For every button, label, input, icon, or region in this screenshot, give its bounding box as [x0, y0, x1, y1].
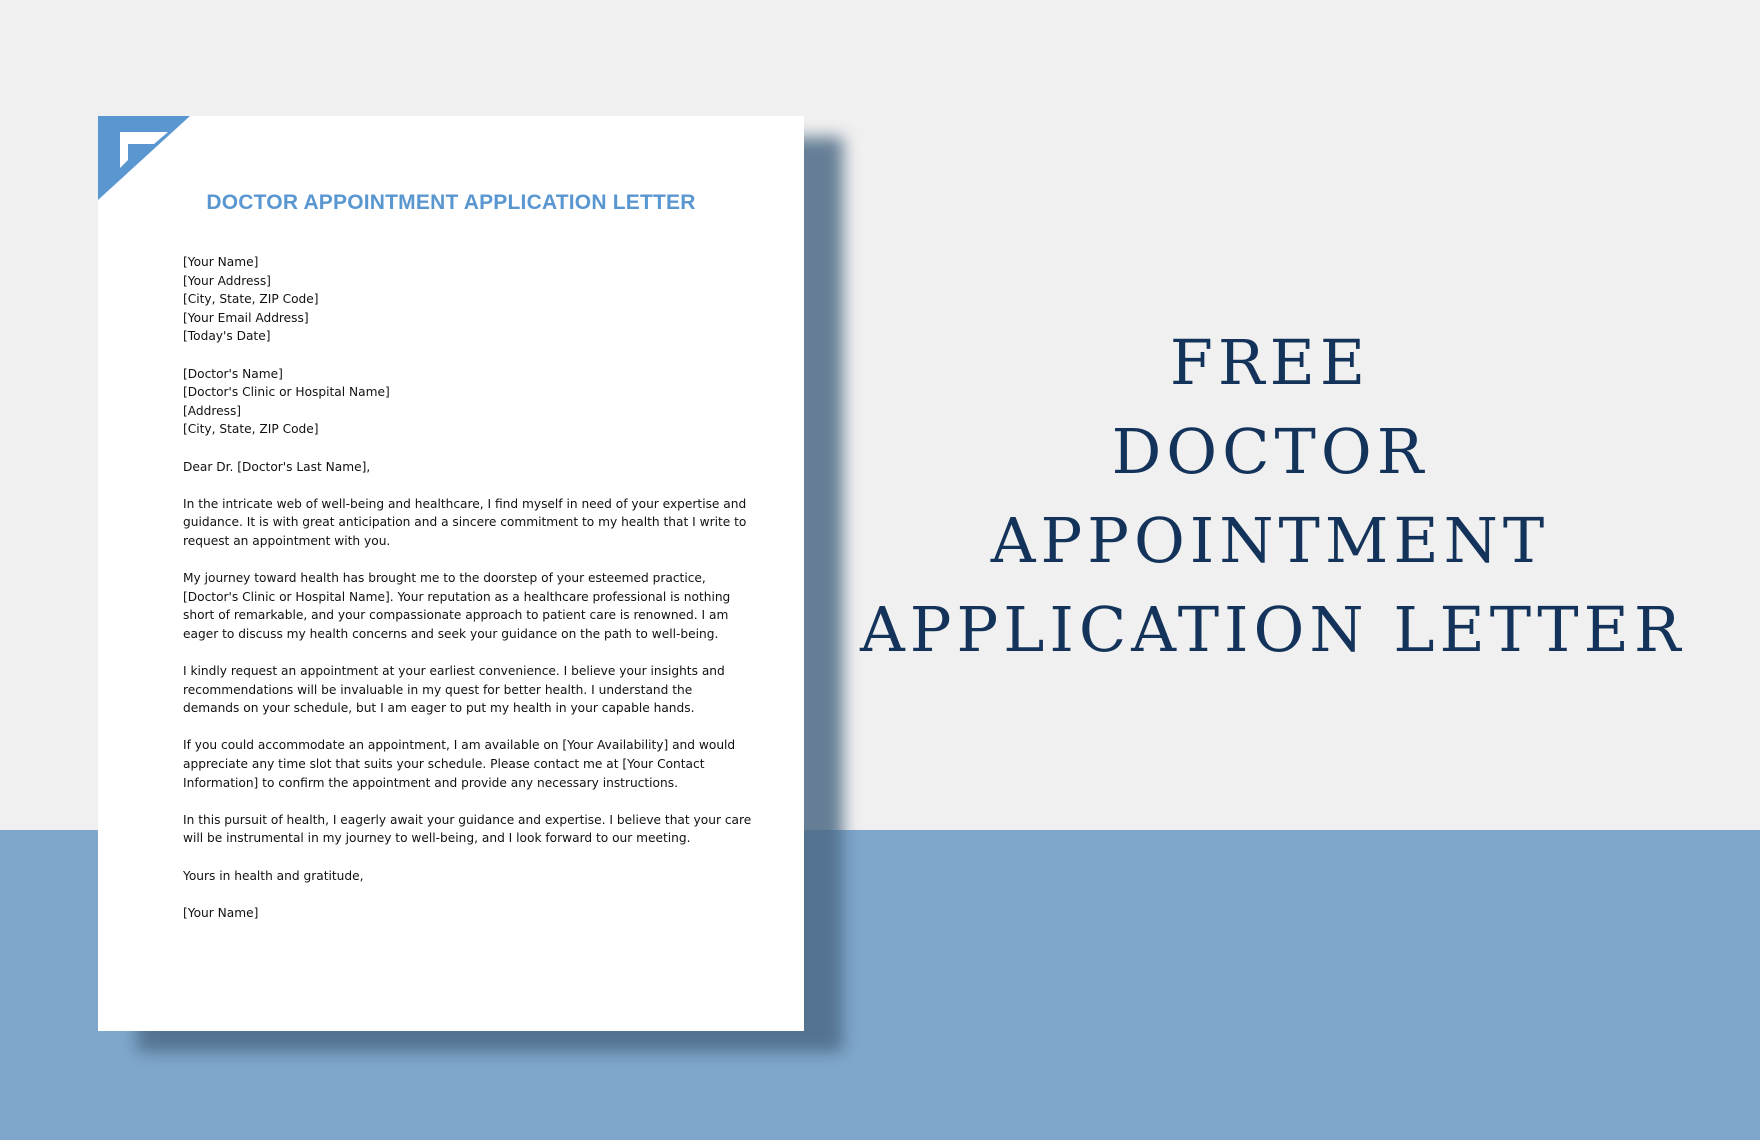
doctor-name: [Doctor's Name]	[183, 366, 283, 381]
closing-text: Yours in health and gratitude,	[183, 868, 364, 883]
paragraph-line: guidance. It is with great anticipation and a sincere commitment to my health that I write to	[183, 515, 747, 530]
recipient-address-block	[183, 365, 723, 439]
paragraph-line: demands on your schedule, but I am eager to put my health in your capable hands.	[183, 701, 695, 716]
paragraph-line: appreciate any time slot that suits your schedule. Please contact me at [Your Contact	[183, 757, 705, 772]
letter-date: [Today's Date]	[183, 329, 271, 344]
headline	[860, 318, 1686, 674]
sender-address: [Your Address]	[183, 273, 271, 288]
letter-page	[98, 116, 804, 1031]
paragraph-line: recommendations will be invaluable in my quest for better health. I understand the	[183, 682, 693, 697]
letter-title: DOCTOR APPOINTMENT APPLICATION LETTER	[206, 191, 696, 214]
signature-name: [Your Name]	[183, 905, 259, 920]
recipient-address: [Address]	[183, 403, 242, 418]
closing	[183, 867, 723, 886]
paragraph-line: I kindly request an appointment at your earliest convenience. I believe your insights and	[183, 664, 725, 679]
recipient-city-state-zip: [City, State, ZIP Code]	[183, 422, 319, 437]
paragraph-line: will be instrumental in my journey to well-being, and I look forward to our meeting.	[183, 831, 691, 846]
paragraph-5	[183, 811, 752, 848]
sender-email: [Your Email Address]	[183, 310, 309, 325]
sender-city-state-zip: [City, State, ZIP Code]	[183, 292, 319, 307]
salutation	[183, 458, 723, 477]
letter-body	[183, 253, 752, 941]
signature	[183, 904, 723, 923]
sender-address-block	[183, 253, 723, 346]
salutation-text: Dear Dr. [Doctor's Last Name],	[183, 459, 371, 474]
paragraph-1	[183, 495, 747, 551]
paragraph-line: In this pursuit of health, I eagerly await your guidance and expertise. I believe that your care	[183, 812, 752, 827]
paragraph-line: In the intricate web of well-being and healthcare, I find myself in need of your expertise and	[183, 496, 747, 511]
clinic-name: [Doctor's Clinic or Hospital Name]	[183, 385, 390, 400]
headline-line-2: DOCTOR	[1111, 415, 1429, 488]
corner-ornament-icon	[98, 116, 190, 200]
sender-name: [Your Name]	[183, 255, 259, 269]
headline-line-4: APPLICATION LETTER	[860, 593, 1686, 666]
paragraph-line: My journey toward health has brought me to the doorstep of your esteemed practice,	[183, 571, 706, 586]
paragraph-4	[183, 736, 736, 792]
paragraph-line: eager to discuss my health concerns and seek your guidance on the path to well-being.	[183, 626, 719, 641]
paragraph-line: Information] to confirm the appointment and provide any necessary instructions.	[183, 775, 678, 790]
headline-line-3: APPOINTMENT	[990, 504, 1550, 577]
paragraph-line: short of remarkable, and your compassionate approach to patient care is renowned. I am	[183, 608, 729, 623]
paragraph-line: [Doctor's Clinic or Hospital Name]. Your reputation as a healthcare professional is nothing	[183, 589, 731, 604]
paragraph-2	[183, 569, 731, 643]
headline-line-1: FREE	[1169, 326, 1371, 399]
paragraph-line: If you could accommodate an appointment, I am available on [Your Availability] and would	[183, 738, 736, 753]
paragraph-3	[183, 662, 723, 718]
paragraph-line: request an appointment with you.	[183, 533, 391, 548]
